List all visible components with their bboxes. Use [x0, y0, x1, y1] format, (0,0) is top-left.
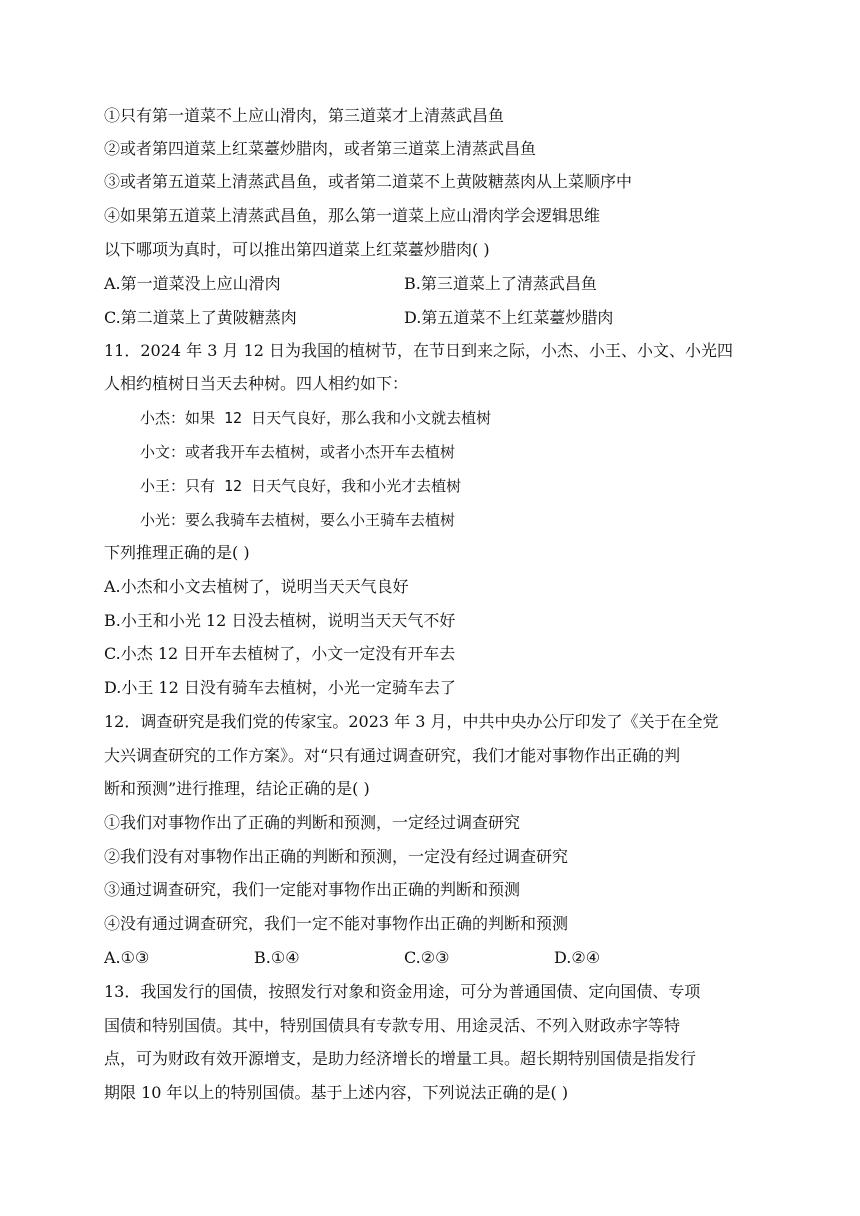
q12-option-a: A.①③ — [104, 948, 150, 967]
q12-statement-3: ③通过调查研究，我们一定能对事物作出正确的判断和预测 — [104, 880, 521, 899]
q12-stem-line-3: 断和预测”进行推理，结论正确的是( ) — [104, 779, 370, 798]
q11-stem-line-2: 人相约植树日当天去种树。四人相约如下： — [104, 374, 409, 393]
q11-statement-xiaowang: 小王：只有 12 日天气良好，我和小光才去植树 — [140, 477, 462, 495]
q12-stem-line-2: 大兴调查研究的工作方案》。对“只有通过调查研究，我们才能对事物作出正确的判 — [104, 746, 681, 765]
q10-statement-3: ③或者第五道菜上清蒸武昌鱼，或者第二道菜不上黄陂糖蒸肉从上菜顺序中 — [104, 172, 633, 191]
q12-option-c: C.②③ — [404, 948, 450, 967]
q12-stem-line-1: 12．调查研究是我们党的传家宝。2023 年 3 月，中共中央办公厅印发了《关于在全党 — [104, 712, 719, 731]
q12-statement-2: ②我们没有对事物作出正确的判断和预测，一定没有经过调查研究 — [104, 847, 569, 866]
q12-statement-1: ①我们对事物作出了正确的判断和预测，一定经过调查研究 — [104, 813, 521, 832]
q13-stem-line-2: 国债和特别国债。其中，特别国债具有专款专用、用途灵活、不列入财政赤字等特 — [104, 1016, 681, 1035]
q10-question: 以下哪项为真时，可以推出第四道菜上红菜薹炒腊肉( ) — [104, 240, 490, 259]
q12-option-b: B.①④ — [254, 948, 300, 967]
q11-statement-xiaojie: 小杰：如果 12 日天气良好，那么我和小文就去植树 — [140, 409, 492, 427]
q11-question: 下列推理正确的是( ) — [104, 543, 250, 562]
q11-option-d: D.小王 12 日没有骑车去植树，小光一定骑车去了 — [104, 678, 456, 697]
q11-option-c: C.小杰 12 日开车去植树了，小文一定没有开车去 — [104, 644, 456, 663]
q10-option-c: C.第二道菜上了黄陂糖蒸肉 — [104, 308, 297, 327]
q11-option-a: A.小杰和小文去植树了，说明当天天气良好 — [104, 577, 409, 596]
q13-stem-line-1: 13．我国发行的国债，按照发行对象和资金用途，可分为普通国债、定向国债、专项 — [104, 982, 701, 1001]
q10-option-b: B.第三道菜上了清蒸武昌鱼 — [404, 274, 597, 293]
q12-option-d: D.②④ — [554, 948, 601, 967]
q10-statement-2: ②或者第四道菜上红菜薹炒腊肉，或者第三道菜上清蒸武昌鱼 — [104, 139, 537, 158]
q13-stem-line-3: 点，可为财政有效开源增支，是助力经济增长的增量工具。超长期特别国债是指发行 — [104, 1049, 697, 1068]
q11-statement-xiaowen: 小文：或者我开车去植树，或者小杰开车去植树 — [140, 443, 456, 461]
q11-stem-line-1: 11．2024 年 3 月 12 日为我国的植树节，在节日到来之际，小杰、小王、小文、小光四 — [104, 341, 734, 360]
q13-stem-line-4: 期限 10 年以上的特别国债。基于上述内容，下列说法正确的是( ) — [104, 1083, 569, 1102]
q10-option-a: A.第一道菜没上应山滑肉 — [104, 274, 281, 293]
q11-option-b: B.小王和小光 12 日没去植树，说明当天天气不好 — [104, 611, 456, 630]
q10-statement-4: ④如果第五道菜上清蒸武昌鱼，那么第一道菜上应山滑肉学会逻辑思维 — [104, 206, 601, 225]
q10-statement-1: ①只有第一道菜不上应山滑肉，第三道菜才上清蒸武昌鱼 — [104, 106, 505, 125]
q10-option-d: D.第五道菜不上红菜薹炒腊肉 — [404, 308, 614, 327]
q11-statement-xiaoguang: 小光：要么我骑车去植树，要么小王骑车去植树 — [140, 511, 456, 529]
q12-statement-4: ④没有通过调查研究，我们一定不能对事物作出正确的判断和预测 — [104, 914, 569, 933]
